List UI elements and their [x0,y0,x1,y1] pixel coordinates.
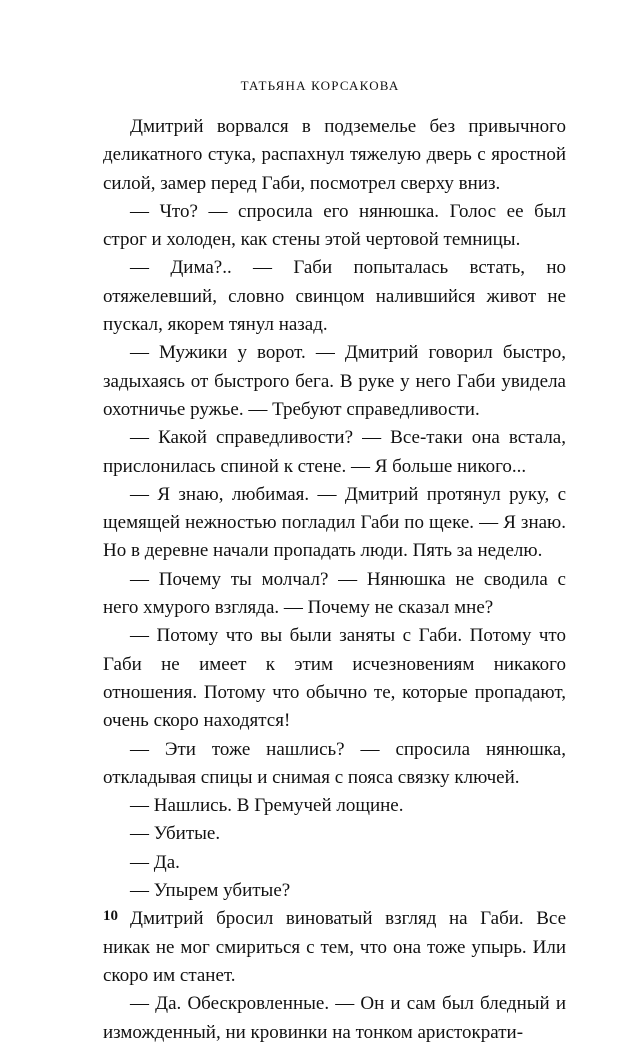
paragraph: — Почему ты молчал? — Нянюшка не сводила с него хмурого взгляда. — Почему не сказал мне? [103,568,566,619]
paragraph: — Нашлись. В Гремучей лощине. [130,795,404,817]
paragraph: — Потому что вы были заняты с Габи. Потому что Габи не имеет к этим исчезновениям никакого отношения. Потому что обычно те, которые пропадают, очень скоро находятся! [103,625,566,732]
paragraph: Дмитрий бросил виноватый взгляд на Габи. Все никак не мог смириться с тем, что она тоже упырь. Или скоро им станет. [103,908,566,986]
paragraph: — Убитые. [130,823,221,845]
paragraph: — Да. Обескровленные. — Он и сам был бледный и изможденный, ни кровинки на тонком аристократи- [103,993,566,1043]
paragraph: — Какой справедливости? — Все-таки она встала, прислонилась спиной к стене. — Я больше никого... [103,427,566,477]
paragraph: — Что? — спросила его нянюшка. Голос ее был строг и холоден, как стены этой чертовой темницы. [103,200,566,251]
paragraph: — Дима?.. — Габи попыталась встать, но отяжелевший, словно свинцом налившийся живот не пускал, якорем тянул назад. [103,257,566,336]
paragraph: — Мужики у ворот. — Дмитрий говорил быстро, задыхаясь от быстрого бега. В руке у него Габи увидела охотничье ружье. — Требуют справедливости. [103,342,566,420]
paragraph: Дмитрий ворвался в подземелье без привычного деликатного стука, распахнул тяжелую дверь с яростной силой, замер перед Габи, посмотрел сверху вниз. [103,116,566,194]
page-number: 10 [103,908,118,924]
paragraph: — Да. [130,851,180,873]
paragraph: — Упырем убитые? [130,880,291,902]
paragraph: — Я знаю, любимая. — Дмитрий протянул руку, с щемящей нежностью погладил Габи по щеке. — Я знаю. Но в деревне начали пропадать люди. Пять за неделю. [103,483,566,562]
running-title: ТАТЬЯНА КОРСАКОВА [240,78,400,93]
paragraph: — Эти тоже нашлись? — спросила нянюшка, откладывая спицы и снимая с пояса связку ключей. [103,738,566,788]
body-text [103,113,566,1047]
